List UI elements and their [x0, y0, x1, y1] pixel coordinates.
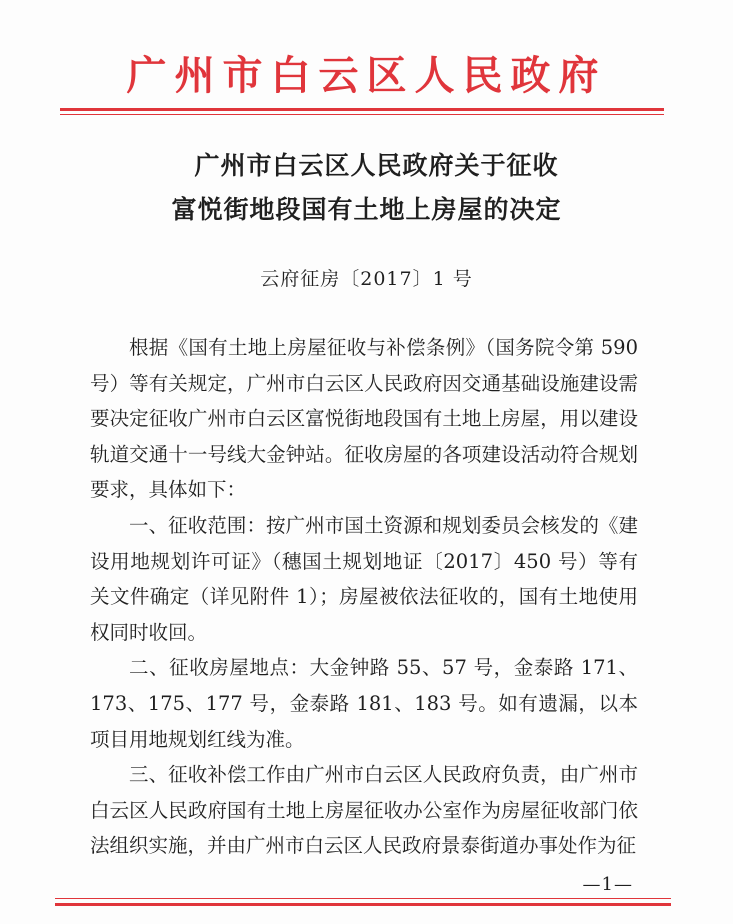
- document-title-line-2: 富悦街地段国有土地上房屋的决定: [171, 195, 562, 224]
- paragraph-location: 二、征收房屋地点：大金钟路 55、57 号，金泰路 171、173、175、177 号，金泰路 181、183 号。如有遗漏，以本项目用地规划红线为准。: [90, 656, 638, 751]
- paragraph-responsibility: 三、征收补偿工作由广州市白云区人民政府负责，由广州市白云区人民政府国有土地上房屋征收办公室作为房屋征收部门依法组织实施，并由广州市白云区人民政府景泰街道办事处作为征: [90, 763, 638, 858]
- document-number: 云府征房〔2017〕1 号: [260, 268, 473, 290]
- agency-header: 广州市白云区人民政府: [126, 52, 607, 99]
- document-body: [90, 330, 638, 864]
- header-rule-thick: [60, 108, 664, 111]
- paragraph-scope: 一、征收范围：按广州市国土资源和规划委员会核发的《建设用地规划许可证》（穗国土规划地证〔2017〕450 号）等有关文件确定（详见附件 1）；房屋被依法征收的，国有土地使用权同时收回。: [90, 513, 638, 644]
- header-rule-thin: [60, 114, 664, 115]
- document-title-line-1: 广州市白云区人民政府关于征收: [194, 151, 559, 180]
- footer-rule-thick: [55, 903, 671, 906]
- footer-rule-thin: [55, 898, 671, 899]
- paragraph-preamble: 根据《国有土地上房屋征收与补偿条例》（国务院令第 590 号）等有关规定，广州市白云区人民政府因交通基础设施建设需要决定征收广州市白云区富悦街地段国有土地上房屋，用以建设轨道交通十一号线大金钟站。征收房屋的各项建设活动符合规划要求，具体如下：: [90, 336, 638, 502]
- page-number: —1—: [582, 874, 633, 895]
